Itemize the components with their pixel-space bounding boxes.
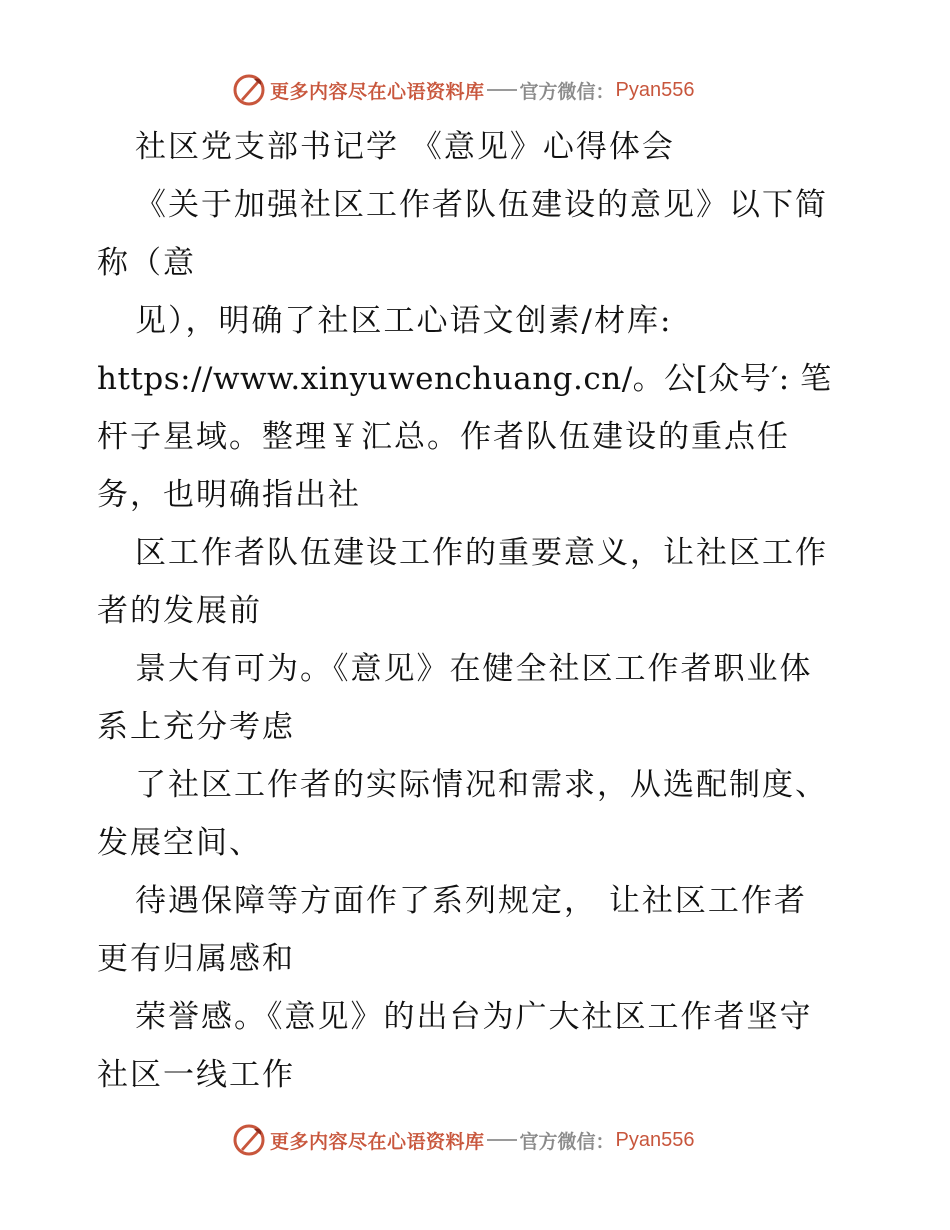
text-line: 待遇保障等方面作了系列规定， 让社区工作者 bbox=[135, 883, 807, 919]
text-line: 了社区工作者的实际情况和需求，从选配制度、 bbox=[135, 767, 828, 803]
footer-watermark-banner bbox=[232, 1123, 695, 1157]
banner-wechat-id: Pyan556 bbox=[615, 1128, 695, 1151]
text-line: 荣誉感。《意见》的出台为广大社区工作者坚守 bbox=[135, 999, 813, 1035]
text-line: 发展空间、 bbox=[97, 825, 262, 861]
text-line: 社区一线工作 bbox=[97, 1057, 295, 1093]
document-title: 社区党支部书记学 《意见》心得体会 bbox=[135, 129, 675, 165]
text-line: 见），明确了社区工心语文创素/材库: bbox=[135, 303, 673, 339]
banner-site-text: 更多内容尽在心语资料库 bbox=[270, 80, 485, 103]
text-line-url: https://www.xinyuwenchuang.cn/。公[众号′: 笔 bbox=[97, 361, 832, 397]
banner-wechat-label: 官方微信： bbox=[519, 1130, 615, 1153]
text-line: 景大有可为。《意见》在健全社区工作者职业体 bbox=[135, 651, 813, 687]
text-line: 称（意 bbox=[97, 245, 196, 281]
quill-in-circle-logo-icon bbox=[232, 73, 266, 107]
quill-in-circle-logo-icon bbox=[232, 1123, 266, 1157]
text-line: 杆子星域。整理￥汇总。作者队伍建设的重点任 bbox=[97, 419, 790, 455]
text-line: 者的发展前 bbox=[97, 593, 262, 629]
banner-wechat-label: 官方微信： bbox=[519, 80, 615, 103]
text-line: 务，也明确指出社 bbox=[97, 477, 361, 513]
text-line: 区工作者队伍建设工作的重要意义，让社区工作 bbox=[135, 535, 828, 571]
banner-site-text: 更多内容尽在心语资料库 bbox=[270, 1130, 485, 1153]
text-line: 《关于加强社区工作者队伍建设的意见》以下简 bbox=[135, 187, 828, 223]
document-body bbox=[97, 118, 867, 1104]
text-line: 系上充分考虑 bbox=[97, 709, 295, 745]
header-watermark-banner bbox=[232, 73, 695, 107]
banner-wechat-id: Pyan556 bbox=[615, 78, 695, 101]
text-line: 更有归属感和 bbox=[97, 941, 295, 977]
banner-dash bbox=[487, 89, 517, 91]
banner-dash bbox=[487, 1139, 517, 1141]
